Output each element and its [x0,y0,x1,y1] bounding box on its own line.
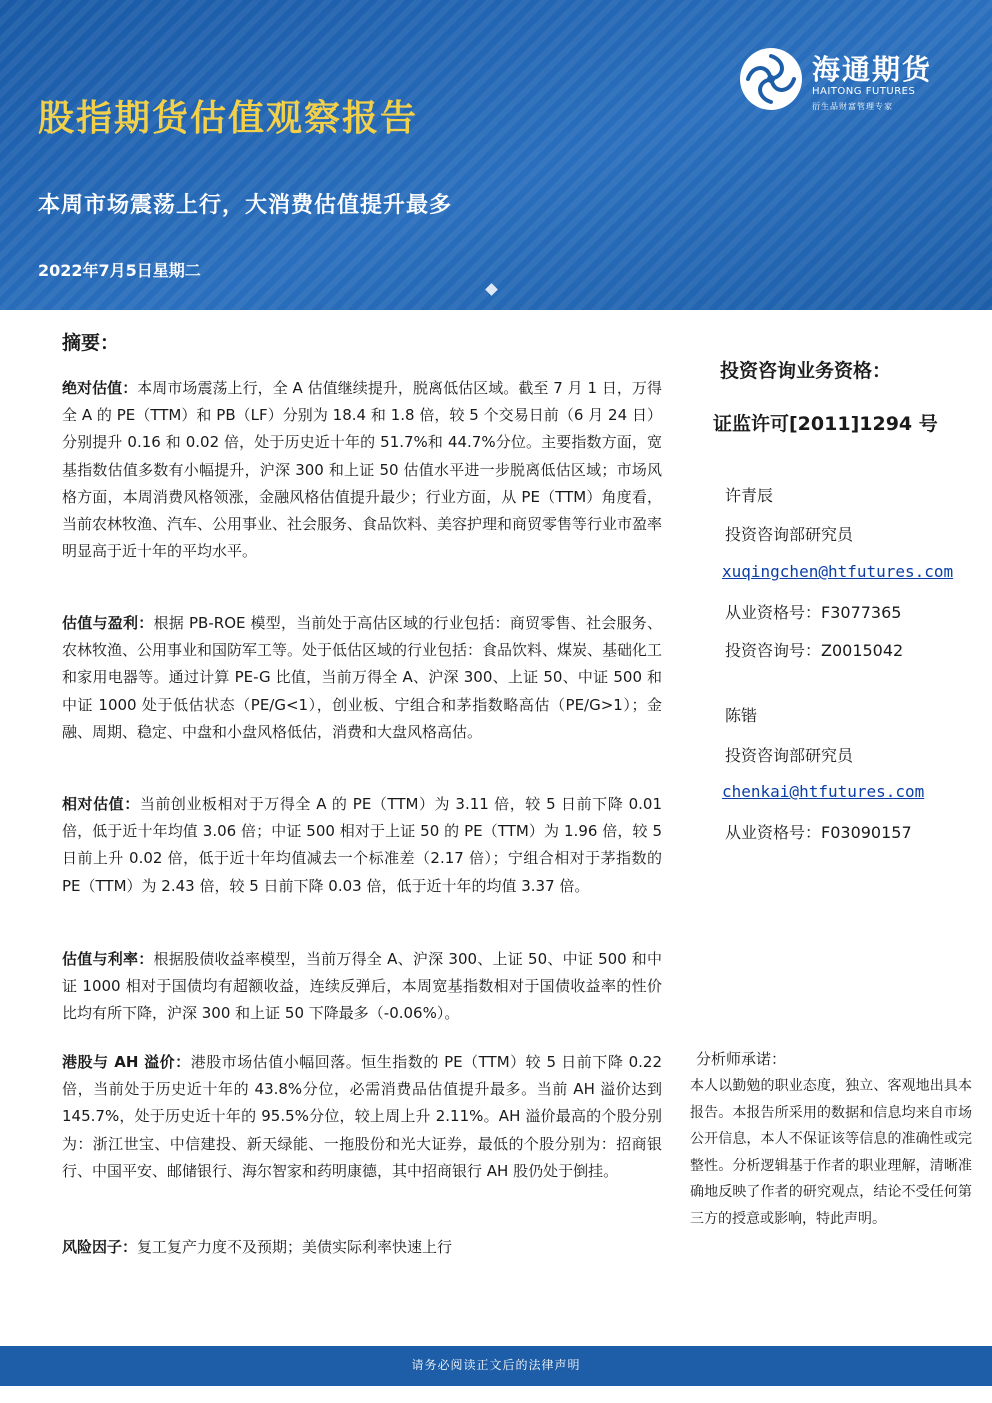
section-label: 相对估值： [62,795,140,813]
abstract-paragraph [62,375,662,565]
section-label: 估值与利率： [62,950,154,968]
abstract-paragraph [62,946,662,1028]
report-title: 股指期货估值观察报告 [38,97,419,139]
logo-name-cn: 海通期货 [812,53,933,86]
report-subtitle: 本周市场震荡上行，大消费估值提升最多 [38,193,453,218]
analyst-cert: 投资咨询号：Z0015042 [725,641,904,660]
abstract-paragraph [62,1234,662,1261]
credential-title: 投资咨询业务资格： [720,360,892,382]
analyst-email-link[interactable]: xuqingchen@htfutures.com [722,562,954,581]
analyst-role: 投资咨询部研究员 [725,525,854,544]
analyst-role: 投资咨询部研究员 [725,746,854,765]
logo-name-en: HAITONG FUTURES [812,86,916,97]
section-text: 港股市场估值小幅回落。恒生指数的 PE（TTM）较 5 日前下降 0.22 倍，当前处于历史近十年的 43.8%分位，必需消费品估值提升最多。当前 AH 溢价达到 145.7%，处于历史近十年的 95.5%分位，较上周上升 2.11%。AH 溢价最高的个股分别为：浙江世宝、中信建投、新天绿能、一拖股份和光大证券，最低的个股分别为：招商银行、中国平安、邮储银行、海尔智家和药明康德，其中招商银行 AH 股仍处于倒挂。 [62,1053,663,1180]
analyst-name: 陈锴 [725,706,758,725]
section-label: 风险因子： [62,1238,138,1256]
report-header-band [0,0,992,310]
credential-license: 证监许可[2011]1294 号 [713,413,938,435]
haitong-logo-icon [738,46,804,112]
section-text: 根据 PB-ROE 模型，当前处于高估区域的行业包括：商贸零售、社会服务、农林牧渔、公用事业和国防军工等。处于低估区域的行业包括：食品饮料、煤炭、基础化工和家用电器等。通过计算 PE-G 比值，当前万得全 A、沪深 300、上证 50、中证 500 和中证 1000 处于低估状态（PE/G<1），创业板、宁组合和茅指数略高估（PE/G>1）；金融、周期、稳定、中盘和小盘风格低估，消费和大盘风格高估。 [62,614,663,741]
analyst-pledge [690,1048,972,1232]
company-logo [738,46,958,116]
diamond-divider-icon [485,283,498,296]
section-text: 当前创业板相对于万得全 A 的 PE（TTM）为 3.11 倍，较 5 日前下降 0.01 倍，低于近十年均值 3.06 倍；中证 500 相对于上证 50 的 PE（TTM）为 1.96 倍，较 5 日前上升 0.02 倍，低于近十年均值减去一个标准差（2.17 倍）；宁组合相对于茅指数的 PE（TTM）为 2.43 倍，较 5 日前下降 0.03 倍，低于近十年的均值 3.37 倍。 [62,795,662,895]
logo-tagline: 衍生品财富管理专家 [812,102,893,111]
analyst-email-link[interactable]: chenkai@htfutures.com [722,782,925,801]
section-label: 港股与 AH 溢价： [62,1053,191,1071]
abstract-paragraph [62,791,662,900]
analyst-cert: 从业资格号：F3077365 [725,603,902,622]
section-label: 绝对估值： [62,379,138,397]
pledge-body: 本人以勤勉的职业态度，独立、客观地出具本报告。本报告所采用的数据和信息均来自市场公开信息，本人不保证该等信息的准确性或完整性。分析逻辑基于作者的职业理解，清晰准确地反映了作者的研究观点，结论不受任何第三方的授意或影响，特此声明。 [690,1078,972,1227]
section-text: 复工复产力度不及预期；美债实际利率快速上行 [137,1238,453,1256]
section-label: 估值与盈利： [62,614,154,632]
analyst-name: 许青辰 [725,486,774,505]
analyst-cert: 从业资格号：F03090157 [725,823,912,842]
abstract-paragraph [62,1049,662,1185]
footer-legal-notice: 请务必阅读正文后的法律声明 [411,1358,581,1372]
abstract-heading: 摘要： [62,332,120,354]
report-date: 2022年7月5日星期二 [38,261,201,280]
section-text: 本周市场震荡上行，全 A 估值继续提升，脱离低估区域。截至 7 月 1 日，万得全 A 的 PE（TTM）和 PB（LF）分别为 18.4 和 1.8 倍，较 5 个交易日前（6 月 24 日）分别提升 0.16 和 0.02 倍，处于历史近十年的 51.7%和 44.7%分位。主要指数方面，宽基指数估值多数有小幅提升，沪深 300 和上证 50 估值水平进一步脱离低估区域；市场风格方面，本周消费风格领涨，金融风格估值提升最少；行业方面，从 PE（TTM）角度看，当前农林牧渔、汽车、公用事业、社会服务、食品饮料、美容护理和商贸零售等行业市盈率明显高于近十年的平均水平。 [62,379,663,561]
pledge-title: 分析师承诺： [696,1050,787,1068]
abstract-paragraph [62,610,662,746]
section-text: 根据股债收益率模型，当前万得全 A、沪深 300、上证 50、中证 500 和中证 1000 相对于国债均有超额收益，连续反弹后，本周宽基指数相对于国债收益率的性价比均有所下降，沪深 300 和上证 50 下降最多（-0.06%）。 [62,950,662,1023]
